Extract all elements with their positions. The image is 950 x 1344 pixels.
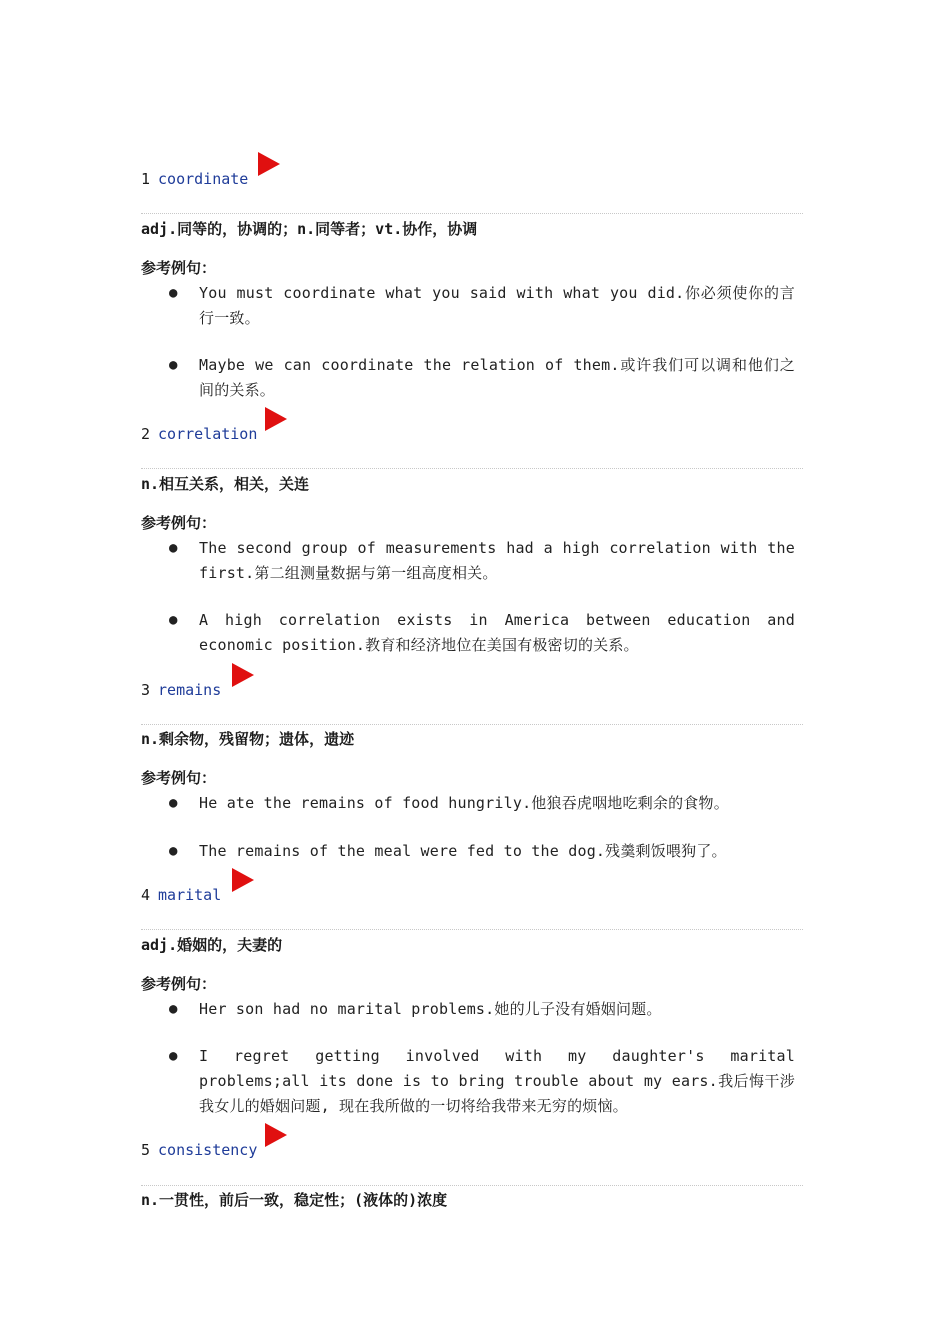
word-number: 5	[141, 1141, 151, 1159]
word-header	[141, 409, 257, 443]
bullet-dot-icon: ●	[169, 795, 178, 811]
example-item	[141, 281, 803, 331]
example-text: Maybe we can coordinate the relation of them.或许我们可以调和他们之间的关系。	[199, 356, 795, 399]
word-number: 2	[141, 425, 151, 443]
example-item	[141, 353, 803, 403]
examples-list	[141, 281, 803, 403]
play-audio-icon[interactable]	[258, 152, 280, 176]
bullet-dot-icon: ●	[169, 357, 178, 373]
bullet-dot-icon: ●	[169, 285, 178, 301]
divider	[141, 724, 803, 725]
divider	[141, 468, 803, 469]
divider	[141, 213, 803, 214]
example-text: The remains of the meal were fed to the dog.残羹剩饭喂狗了。	[199, 842, 727, 860]
divider	[141, 1185, 803, 1186]
examples-list	[141, 997, 803, 1119]
word-link[interactable]: consistency	[158, 1141, 258, 1159]
examples-heading: 参考例句：	[141, 514, 217, 532]
example-text: He ate the remains of food hungrily.他狼吞虎咽地吃剩余的食物。	[199, 794, 729, 812]
bullet-dot-icon: ●	[169, 1048, 178, 1064]
word-definition: n.剩余物，残留物；遗体，遗迹	[141, 730, 355, 748]
example-item	[141, 608, 803, 658]
example-item	[141, 839, 803, 864]
play-audio-icon[interactable]	[232, 868, 254, 892]
bullet-dot-icon: ●	[169, 612, 178, 628]
play-audio-icon[interactable]	[232, 663, 254, 687]
example-item	[141, 536, 803, 586]
examples-heading: 参考例句：	[141, 975, 217, 993]
word-number: 3	[141, 681, 151, 699]
examples-list	[141, 791, 803, 864]
example-item	[141, 997, 803, 1022]
word-header	[141, 870, 221, 904]
word-definition: adj.同等的，协调的；n.同等者；vt.协作，协调	[141, 220, 478, 238]
bullet-dot-icon: ●	[169, 1001, 178, 1017]
bullet-dot-icon: ●	[169, 843, 178, 859]
word-definition: n.相互关系，相关，关连	[141, 475, 310, 493]
word-link[interactable]: remains	[158, 681, 222, 699]
play-audio-icon[interactable]	[265, 407, 287, 431]
word-header	[141, 154, 248, 188]
divider	[141, 929, 803, 930]
word-header	[141, 1125, 257, 1159]
word-link[interactable]: marital	[158, 886, 222, 904]
example-text: Her son had no marital problems.她的儿子没有婚姻问题。	[199, 1000, 662, 1018]
word-link[interactable]: coordinate	[158, 170, 249, 188]
bullet-dot-icon: ●	[169, 540, 178, 556]
word-header	[141, 665, 221, 699]
example-text: A high correlation exists in America between education and economic position.教育和经济地位在美国有极密切的关系。	[199, 611, 795, 654]
example-item	[141, 1044, 803, 1119]
example-text: I regret getting involved with my daughter's marital problems;all its done is to bring trouble about my ears.我后悔干涉我女儿的婚姻问题, 现在我所做的一切将给我带来无穷的烦恼。	[199, 1047, 795, 1115]
example-text: You must coordinate what you said with what you did.你必须使你的言行一致。	[199, 284, 795, 327]
examples-heading: 参考例句：	[141, 259, 217, 277]
example-item	[141, 791, 803, 816]
examples-list	[141, 536, 803, 658]
word-definition: adj.婚姻的，夫妻的	[141, 936, 283, 954]
example-text: The second group of measurements had a high correlation with the first.第二组测量数据与第一组高度相关。	[199, 539, 795, 582]
word-number: 4	[141, 886, 151, 904]
word-definition: n.一贯性，前后一致，稳定性；(液体的)浓度	[141, 1191, 448, 1209]
word-link[interactable]: correlation	[158, 425, 258, 443]
play-audio-icon[interactable]	[265, 1123, 287, 1147]
examples-heading: 参考例句：	[141, 769, 217, 787]
word-number: 1	[141, 170, 151, 188]
